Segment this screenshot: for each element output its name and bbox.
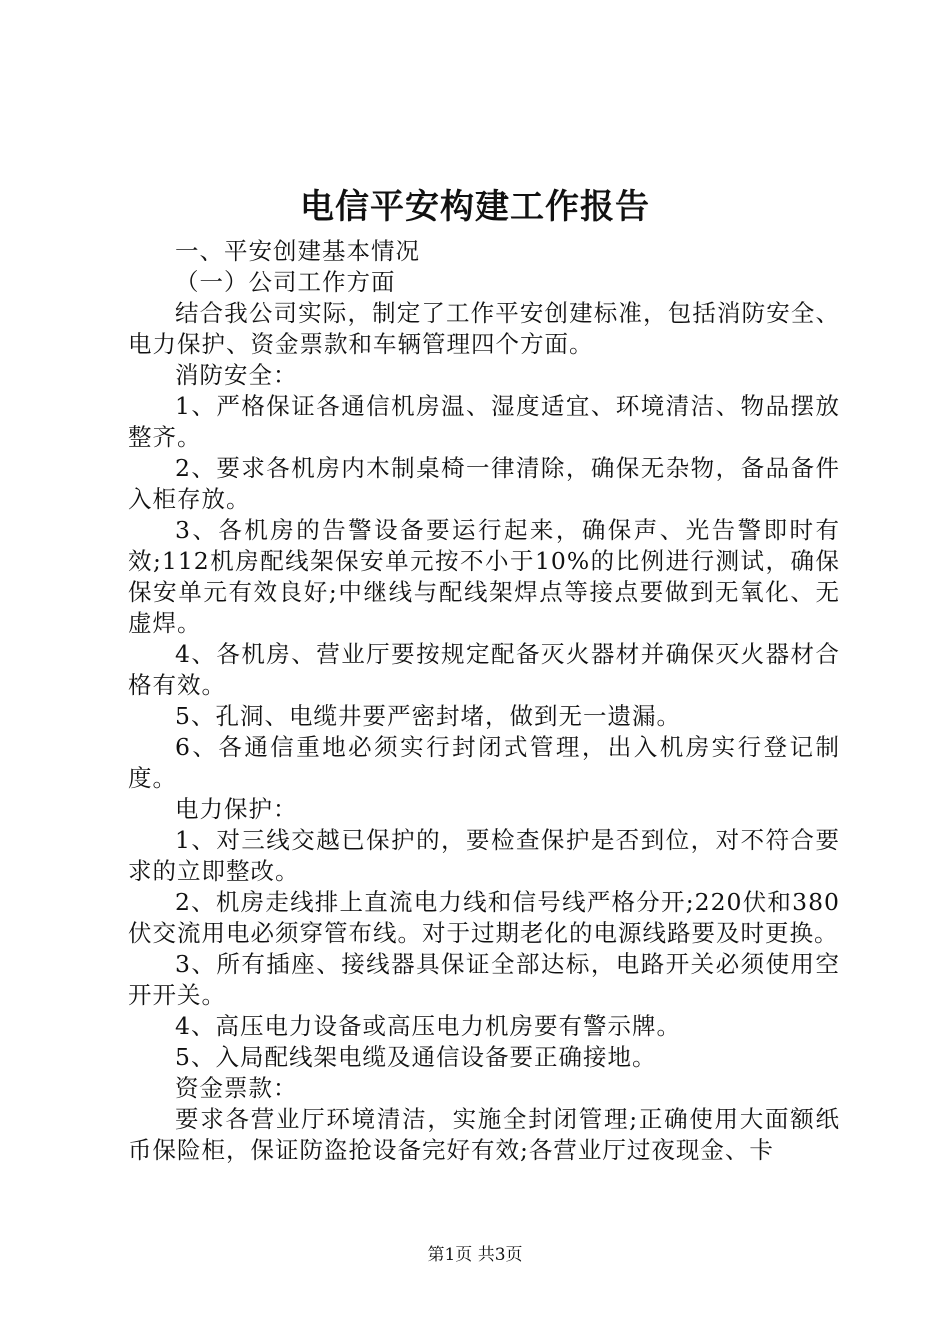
list-item: 2、机房走线排上直流电力线和信号线严格分开;220伏和380伏交流用电必须穿管布线。对于过期老化的电源线路要及时更换。: [128, 888, 840, 947]
list-item: 4、各机房、营业厅要按规定配备灭火器材并确保灭火器材合格有效。: [128, 640, 840, 699]
subsection-heading: （一）公司工作方面: [175, 268, 396, 296]
page-number-footer: 第1页 共3页: [427, 1245, 523, 1265]
body-paragraph: 结合我公司实际，制定了工作平安创建标准，包括消防安全、电力保护、资金票款和车辆管理四个方面。: [128, 299, 840, 358]
list-item: 3、各机房的告警设备要运行起来，确保声、光告警即时有效;112机房配线架保安单元按不小于10%的比例进行测试，确保保安单元有效良好;中继线与配线架焊点等接点要做到无氧化、无虚焊。: [128, 516, 840, 637]
document-body: [128, 236, 840, 1166]
body-paragraph: 要求各营业厅环境清洁，实施全封闭管理;正确使用大面额纸币保险柜，保证防盗抢设备完好有效;各营业厅过夜现金、卡: [128, 1105, 840, 1164]
list-item: 5、入局配线架电缆及通信设备要正确接地。: [175, 1043, 657, 1071]
list-item: 4、高压电力设备或高压电力机房要有警示牌。: [175, 1012, 681, 1040]
list-item: 5、孔洞、电缆井要严密封堵，做到无一遗漏。: [175, 702, 681, 730]
list-item: 3、所有插座、接线器具保证全部达标，电路开关必须使用空开开关。: [128, 950, 840, 1009]
list-item: 1、对三线交越已保护的，要检查保护是否到位，对不符合要求的立即整改。: [128, 826, 840, 885]
section-heading: 一、平安创建基本情况: [175, 237, 420, 265]
category-heading-power-protection: 电力保护：: [175, 795, 298, 823]
category-heading-fire-safety: 消防安全：: [175, 361, 298, 389]
document-title: 电信平安构建工作报告: [300, 187, 650, 227]
list-item: 6、各通信重地必须实行封闭式管理，出入机房实行登记制度。: [128, 733, 840, 792]
list-item: 2、要求各机房内木制桌椅一律清除，确保无杂物，备品备件入柜存放。: [128, 454, 840, 513]
list-item: 1、严格保证各通信机房温、湿度适宜、环境清洁、物品摆放整齐。: [128, 392, 840, 451]
category-heading-funds: 资金票款：: [175, 1074, 298, 1102]
